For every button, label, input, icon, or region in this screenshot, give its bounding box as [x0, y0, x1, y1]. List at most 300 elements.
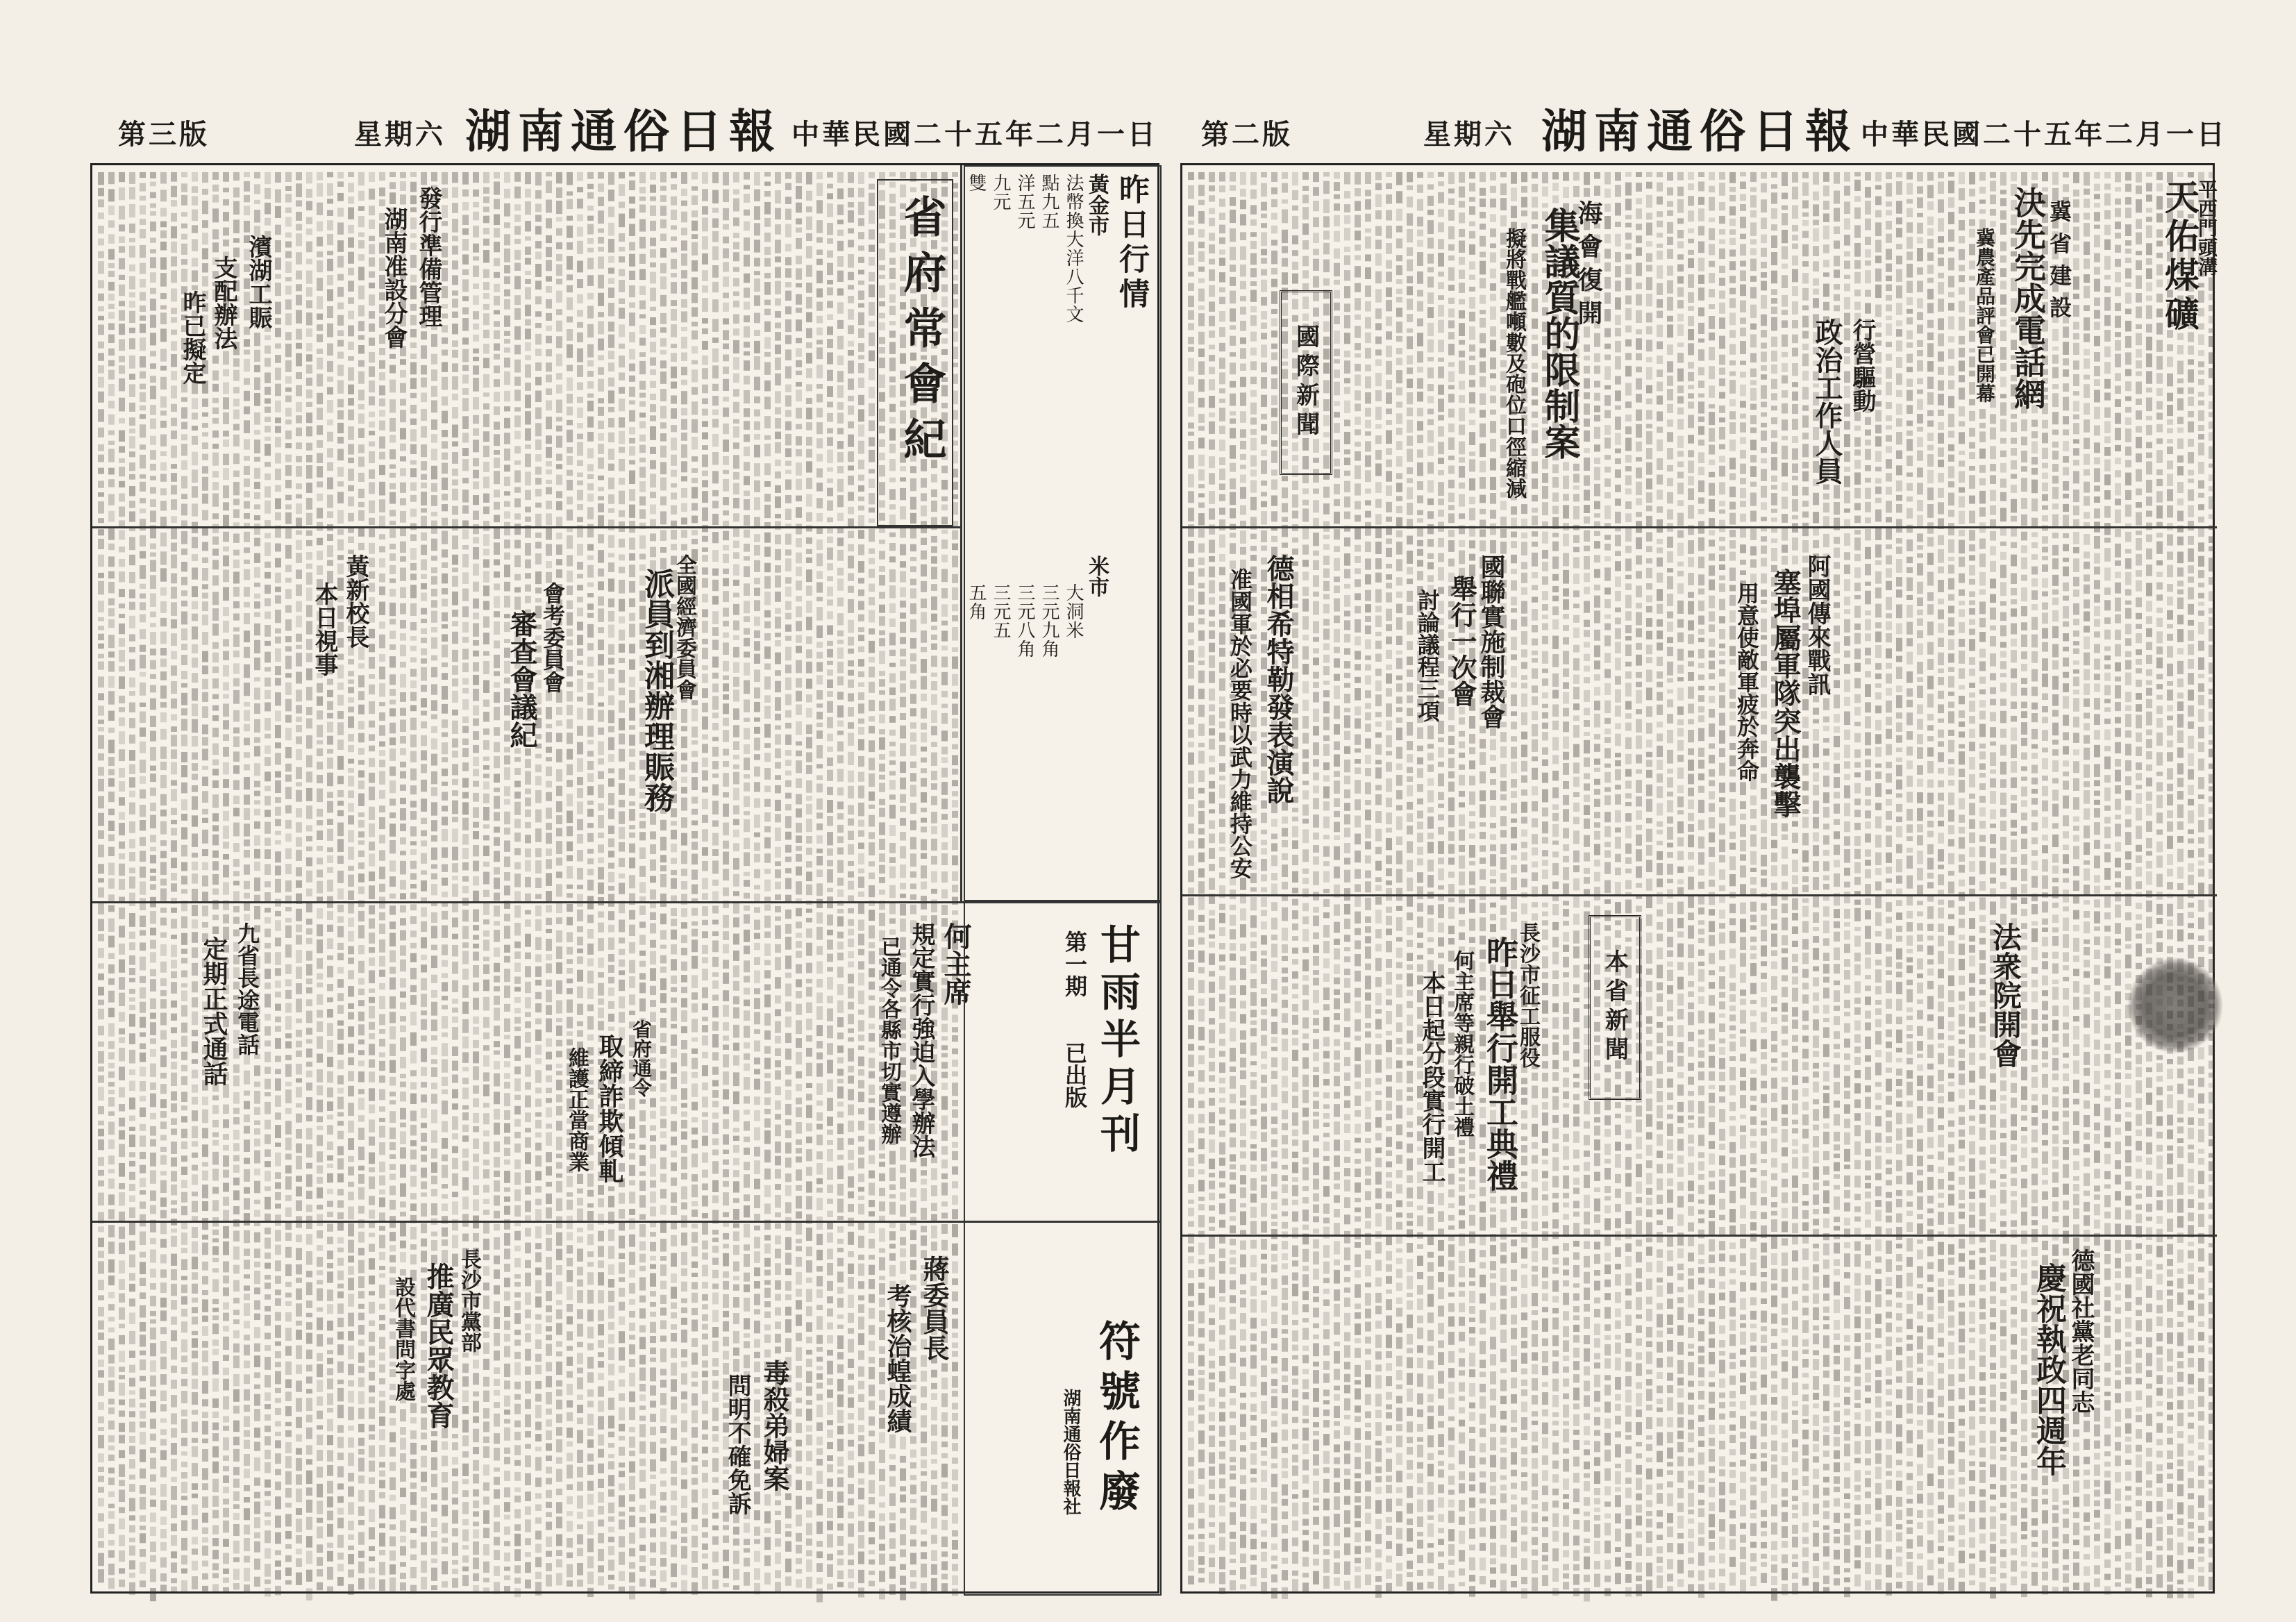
print-glyph-mark [577, 1418, 583, 1424]
print-glyph-mark [431, 848, 437, 860]
print-glyph-mark [150, 1038, 156, 1044]
print-glyph-mark [129, 301, 135, 308]
print-glyph-mark [108, 479, 115, 487]
print-glyph-mark [181, 983, 187, 987]
print-glyph-mark [108, 1111, 115, 1115]
print-glyph-mark [296, 1064, 302, 1075]
print-glyph-mark [483, 1072, 489, 1081]
print-glyph-mark [254, 567, 260, 578]
print-glyph-mark [317, 334, 323, 342]
print-glyph-mark [577, 517, 583, 523]
print-glyph-mark [129, 1475, 135, 1480]
monthly-title: 甘雨半月刊 [1093, 923, 1141, 1160]
print-glyph-mark [442, 1370, 448, 1382]
print-glyph-mark [171, 1428, 177, 1438]
print-glyph-mark [150, 632, 156, 645]
print-glyph-mark [483, 1169, 489, 1178]
print-glyph-mark [400, 1212, 406, 1216]
print-glyph-mark [254, 1200, 260, 1204]
print-glyph-mark [296, 935, 302, 944]
print-glyph-mark [98, 830, 104, 839]
print-glyph-mark [223, 1210, 229, 1222]
print-glyph-mark [108, 1241, 115, 1254]
print-glyph-mark [306, 1282, 312, 1296]
print-glyph-mark [171, 430, 177, 439]
print-glyph-mark [275, 1570, 281, 1580]
print-glyph-mark [108, 676, 115, 688]
print-glyph-mark [389, 1142, 396, 1150]
print-glyph-mark [494, 450, 500, 455]
print-glyph-mark [379, 1492, 385, 1498]
print-glyph-mark [275, 274, 281, 279]
print-glyph-mark [202, 442, 208, 449]
print-glyph-mark [421, 574, 427, 579]
print-glyph-mark [473, 1429, 479, 1442]
print-glyph-mark [171, 1443, 177, 1455]
print-glyph-mark [577, 490, 583, 501]
print-glyph-mark [452, 1457, 458, 1464]
print-glyph-mark [410, 285, 417, 299]
print-glyph-mark [181, 683, 187, 687]
print-glyph-mark [400, 620, 406, 628]
print-glyph-mark [233, 1374, 240, 1387]
print-glyph-mark [306, 978, 312, 984]
print-glyph-mark [400, 333, 406, 340]
print-glyph-mark [306, 755, 312, 768]
print-glyph-mark [275, 831, 281, 835]
print-glyph-mark [514, 345, 521, 355]
print-glyph-mark [567, 794, 573, 806]
print-glyph-mark [119, 1489, 125, 1502]
print-glyph-mark [171, 681, 177, 694]
print-glyph-mark [181, 1076, 187, 1085]
print-glyph-mark [181, 407, 187, 418]
print-glyph-mark [556, 1064, 562, 1068]
print-glyph-mark [140, 728, 146, 737]
print-glyph-mark [98, 878, 104, 883]
print-glyph-mark [369, 283, 375, 288]
print-glyph-mark [296, 1458, 302, 1471]
print-glyph-mark [327, 896, 333, 908]
print-glyph-mark [410, 1341, 417, 1349]
print-glyph-mark [400, 644, 406, 656]
print-glyph-mark [171, 1578, 177, 1583]
print-glyph-mark [181, 212, 187, 217]
print-glyph-mark [389, 799, 396, 805]
print-glyph-mark [212, 592, 219, 605]
print-glyph-mark [546, 200, 552, 213]
print-glyph-mark [421, 937, 427, 948]
print-glyph-mark [140, 172, 146, 178]
print-glyph-mark [181, 1023, 187, 1033]
print-glyph-mark [348, 458, 354, 463]
print-glyph-mark [98, 1067, 104, 1072]
print-glyph-mark [473, 1360, 479, 1369]
print-glyph-mark [462, 1530, 469, 1541]
print-glyph-mark [379, 1061, 385, 1071]
print-glyph-mark [337, 540, 344, 551]
print-glyph-mark [223, 779, 229, 788]
print-glyph-mark [400, 762, 406, 767]
print-glyph-mark [202, 1057, 208, 1067]
print-glyph-mark [389, 380, 396, 393]
print-glyph-mark [348, 1407, 354, 1421]
print-glyph-mark [400, 1201, 406, 1207]
print-glyph-mark [556, 436, 562, 448]
print-glyph-mark [108, 661, 115, 671]
print-glyph-mark [265, 572, 271, 579]
print-glyph-mark [431, 600, 437, 608]
print-glyph-mark [442, 221, 448, 226]
print-glyph-mark [223, 1241, 229, 1255]
print-glyph-mark [379, 372, 385, 381]
print-glyph-mark [389, 840, 396, 853]
print-glyph-mark [108, 1468, 115, 1473]
print-glyph-mark [296, 233, 302, 246]
print-glyph-mark [181, 1555, 187, 1565]
print-glyph-mark [379, 1364, 385, 1373]
print-glyph-mark [442, 960, 448, 967]
print-glyph-mark [108, 821, 115, 831]
print-glyph-mark [535, 1531, 542, 1540]
print-glyph-mark [389, 341, 396, 349]
print-glyph-mark [327, 819, 333, 825]
print-glyph-mark [296, 224, 302, 231]
print-glyph-mark [348, 1502, 354, 1514]
print-glyph-mark [202, 601, 208, 611]
print-glyph-mark [129, 703, 135, 712]
print-glyph-mark [546, 218, 552, 228]
print-glyph-mark [181, 1496, 187, 1500]
print-glyph-mark [202, 477, 208, 491]
print-glyph-mark [306, 412, 312, 423]
print-glyph-mark [254, 791, 260, 796]
print-glyph-mark [410, 1094, 417, 1104]
print-glyph-mark [160, 990, 167, 996]
print-glyph-mark [129, 1207, 135, 1218]
print-glyph-mark [317, 172, 323, 181]
print-glyph-mark [494, 905, 500, 917]
print-glyph-mark [327, 511, 333, 518]
print-glyph-mark [462, 1545, 469, 1550]
print-glyph-mark [306, 465, 312, 479]
print-glyph-mark [317, 939, 323, 953]
print-glyph-mark [296, 924, 302, 932]
print-glyph-mark [504, 1082, 510, 1089]
print-glyph-mark [306, 426, 312, 436]
print-glyph-mark [348, 1425, 354, 1430]
print-glyph-mark [452, 480, 458, 486]
print-glyph-mark [254, 1441, 260, 1450]
print-glyph-mark [337, 979, 344, 988]
print-glyph-mark [442, 1155, 448, 1162]
print-glyph-mark [462, 726, 469, 733]
print-glyph-mark [150, 288, 156, 294]
print-glyph-mark [317, 1411, 323, 1419]
print-glyph-mark [514, 555, 521, 567]
print-glyph-mark [389, 1255, 396, 1262]
print-glyph-mark [504, 1321, 510, 1330]
print-glyph-mark [535, 281, 542, 290]
print-glyph-mark [296, 1087, 302, 1097]
print-glyph-mark [587, 544, 594, 551]
print-glyph-mark [233, 358, 240, 367]
print-glyph-mark [358, 414, 364, 424]
print-glyph-mark [244, 359, 250, 372]
print-glyph-mark [577, 819, 583, 830]
print-glyph-mark [473, 324, 479, 330]
print-glyph-mark [369, 629, 375, 639]
print-glyph-mark [202, 818, 208, 823]
print-glyph-mark [348, 1521, 354, 1530]
print-glyph-mark [421, 750, 427, 760]
print-glyph-mark [494, 242, 500, 252]
print-glyph-mark [567, 1079, 573, 1085]
print-glyph-mark [400, 1314, 406, 1328]
print-glyph-mark [129, 1284, 135, 1291]
print-glyph-mark [306, 287, 312, 297]
left-body-text-texture [92, 165, 960, 1596]
print-glyph-mark [265, 1392, 271, 1401]
print-glyph-mark [514, 1339, 521, 1346]
print-glyph-mark [244, 1374, 250, 1384]
print-glyph-mark [525, 1128, 531, 1132]
print-glyph-mark [494, 434, 500, 446]
print-glyph-mark [192, 586, 198, 597]
print-glyph-mark [483, 1446, 489, 1458]
print-glyph-mark [587, 896, 594, 909]
print-glyph-mark [119, 926, 125, 937]
print-glyph-mark [379, 850, 385, 860]
print-glyph-mark [212, 1339, 219, 1346]
print-glyph-mark [285, 1033, 292, 1038]
print-glyph-mark [140, 916, 146, 927]
print-glyph-mark [431, 667, 437, 678]
print-glyph-mark [212, 1140, 219, 1146]
print-glyph-mark [358, 1060, 364, 1066]
print-glyph-mark [389, 921, 396, 929]
print-glyph-mark [442, 782, 448, 786]
print-glyph-mark [296, 717, 302, 722]
print-glyph-mark [369, 1258, 375, 1269]
print-glyph-mark [212, 575, 219, 585]
print-glyph-mark [546, 1194, 552, 1204]
print-glyph-mark [358, 489, 364, 498]
print-glyph-mark [119, 1037, 125, 1043]
print-glyph-mark [567, 480, 573, 490]
print-glyph-mark [140, 1017, 146, 1028]
print-glyph-mark [494, 321, 500, 326]
print-glyph-mark [233, 728, 240, 734]
print-glyph-mark [348, 1391, 354, 1403]
print-glyph-mark [223, 762, 229, 775]
print-glyph-mark [98, 1009, 104, 1020]
print-glyph-mark [265, 1332, 271, 1339]
print-glyph-mark [181, 549, 187, 555]
print-glyph-mark [546, 313, 552, 321]
print-glyph-mark [525, 894, 531, 903]
print-glyph-mark [327, 1450, 333, 1462]
print-glyph-mark [212, 1446, 219, 1457]
print-glyph-mark [285, 1264, 292, 1276]
print-glyph-mark [410, 1244, 417, 1250]
print-glyph-mark [535, 172, 542, 185]
print-glyph-mark [317, 1257, 323, 1267]
print-glyph-mark [202, 614, 208, 625]
print-glyph-mark [535, 1143, 542, 1151]
print-glyph-mark [379, 546, 385, 553]
print-glyph-mark [244, 926, 250, 935]
print-glyph-mark [212, 826, 219, 832]
print-glyph-mark [452, 710, 458, 716]
print-glyph-mark [494, 655, 500, 668]
print-glyph-mark [514, 1231, 521, 1241]
print-glyph-mark [192, 1519, 198, 1530]
print-glyph-mark [306, 540, 312, 546]
print-glyph-mark [98, 919, 104, 931]
print-glyph-mark [421, 1267, 427, 1272]
print-glyph-mark [265, 1079, 271, 1089]
print-glyph-mark [389, 1406, 396, 1414]
print-glyph-mark [285, 979, 292, 986]
print-glyph-mark [473, 952, 479, 961]
print-glyph-mark [389, 238, 396, 244]
print-glyph-mark [98, 1106, 104, 1114]
print-glyph-mark [348, 1473, 354, 1482]
print-glyph-mark [556, 336, 562, 348]
print-glyph-mark [389, 465, 396, 469]
print-glyph-mark [577, 910, 583, 921]
print-glyph-mark [421, 780, 427, 792]
print-glyph-mark [483, 392, 489, 396]
print-glyph-mark [212, 307, 219, 320]
print-glyph-mark [567, 447, 573, 453]
print-glyph-mark [525, 675, 531, 683]
print-glyph-mark [296, 1019, 302, 1023]
print-glyph-mark [296, 503, 302, 514]
print-glyph-mark [192, 1331, 198, 1335]
print-glyph-mark [129, 1196, 135, 1202]
print-glyph-mark [223, 1182, 229, 1192]
print-glyph-mark [171, 1157, 177, 1167]
print-glyph-mark [462, 898, 469, 906]
print-glyph-mark [98, 1360, 104, 1367]
print-glyph-mark [504, 945, 510, 953]
print-glyph-mark [587, 726, 594, 737]
print-glyph-mark [546, 480, 552, 484]
print-glyph-mark [400, 172, 406, 178]
print-glyph-mark [483, 197, 489, 203]
print-glyph-mark [348, 697, 354, 703]
print-glyph-mark [431, 1541, 437, 1555]
print-glyph-mark [98, 444, 104, 451]
print-glyph-mark [306, 312, 312, 325]
print-glyph-mark [494, 707, 500, 720]
print-glyph-mark [202, 1235, 208, 1239]
print-glyph-mark [494, 1157, 500, 1167]
print-glyph-mark [317, 1288, 323, 1301]
print-glyph-mark [98, 973, 104, 980]
print-glyph-mark [129, 172, 135, 184]
print-glyph-mark [140, 306, 146, 312]
print-glyph-mark [275, 328, 281, 337]
print-glyph-mark [348, 1346, 354, 1360]
print-glyph-mark [171, 542, 177, 551]
print-glyph-mark [535, 215, 542, 221]
print-glyph-mark [129, 616, 135, 628]
print-glyph-mark [233, 534, 240, 543]
print-glyph-mark [275, 968, 281, 976]
print-glyph-mark [421, 637, 427, 643]
print-glyph-mark [546, 659, 552, 673]
print-glyph-mark [150, 855, 156, 863]
print-glyph-mark [567, 1176, 573, 1187]
print-glyph-mark [212, 861, 219, 870]
print-glyph-mark [546, 1052, 552, 1060]
print-glyph-mark [525, 1381, 531, 1394]
print-glyph-mark [98, 1226, 104, 1232]
print-glyph-mark [171, 982, 177, 994]
print-glyph-mark [369, 1088, 375, 1101]
print-glyph-mark [442, 704, 448, 714]
print-glyph-mark [285, 1221, 292, 1230]
print-glyph-mark [546, 792, 552, 801]
print-glyph-mark [233, 1569, 240, 1580]
print-glyph-mark [473, 190, 479, 197]
print-glyph-mark [473, 1489, 479, 1496]
print-glyph-mark [171, 256, 177, 266]
print-glyph-mark [212, 813, 219, 821]
print-glyph-mark [254, 1428, 260, 1438]
print-glyph-mark [140, 1469, 146, 1478]
print-glyph-mark [400, 383, 406, 393]
print-glyph-mark [421, 1294, 427, 1301]
print-glyph-mark [410, 1051, 417, 1063]
print-glyph-mark [379, 1401, 385, 1413]
print-glyph-mark [275, 453, 281, 464]
print-glyph-mark [223, 703, 229, 717]
print-glyph-mark [473, 998, 479, 1010]
print-glyph-mark [389, 1154, 396, 1159]
print-glyph-mark [400, 893, 406, 899]
print-glyph-mark [358, 748, 364, 755]
print-glyph-mark [306, 621, 312, 634]
print-glyph-mark [327, 234, 333, 245]
print-glyph-mark [567, 1441, 573, 1447]
print-glyph-mark [421, 559, 427, 570]
print-glyph-mark [473, 349, 479, 353]
print-glyph-mark [587, 275, 594, 286]
print-glyph-mark [348, 659, 354, 664]
print-glyph-mark [337, 1483, 344, 1489]
print-glyph-mark [410, 1255, 417, 1265]
print-glyph-mark [254, 800, 260, 804]
print-glyph-mark [442, 878, 448, 886]
print-glyph-mark [296, 1278, 302, 1283]
print-glyph-mark [223, 397, 229, 409]
print-glyph-mark [462, 637, 469, 643]
print-glyph-mark [379, 1162, 385, 1172]
print-glyph-mark [337, 274, 344, 281]
print-glyph-mark [233, 1143, 240, 1151]
print-glyph-mark [577, 726, 583, 736]
print-glyph-mark [452, 350, 458, 358]
print-glyph-mark [140, 837, 146, 846]
print-glyph-mark [483, 835, 489, 840]
print-glyph-mark [306, 1071, 312, 1078]
print-glyph-mark [410, 353, 417, 359]
print-glyph-mark [306, 639, 312, 650]
